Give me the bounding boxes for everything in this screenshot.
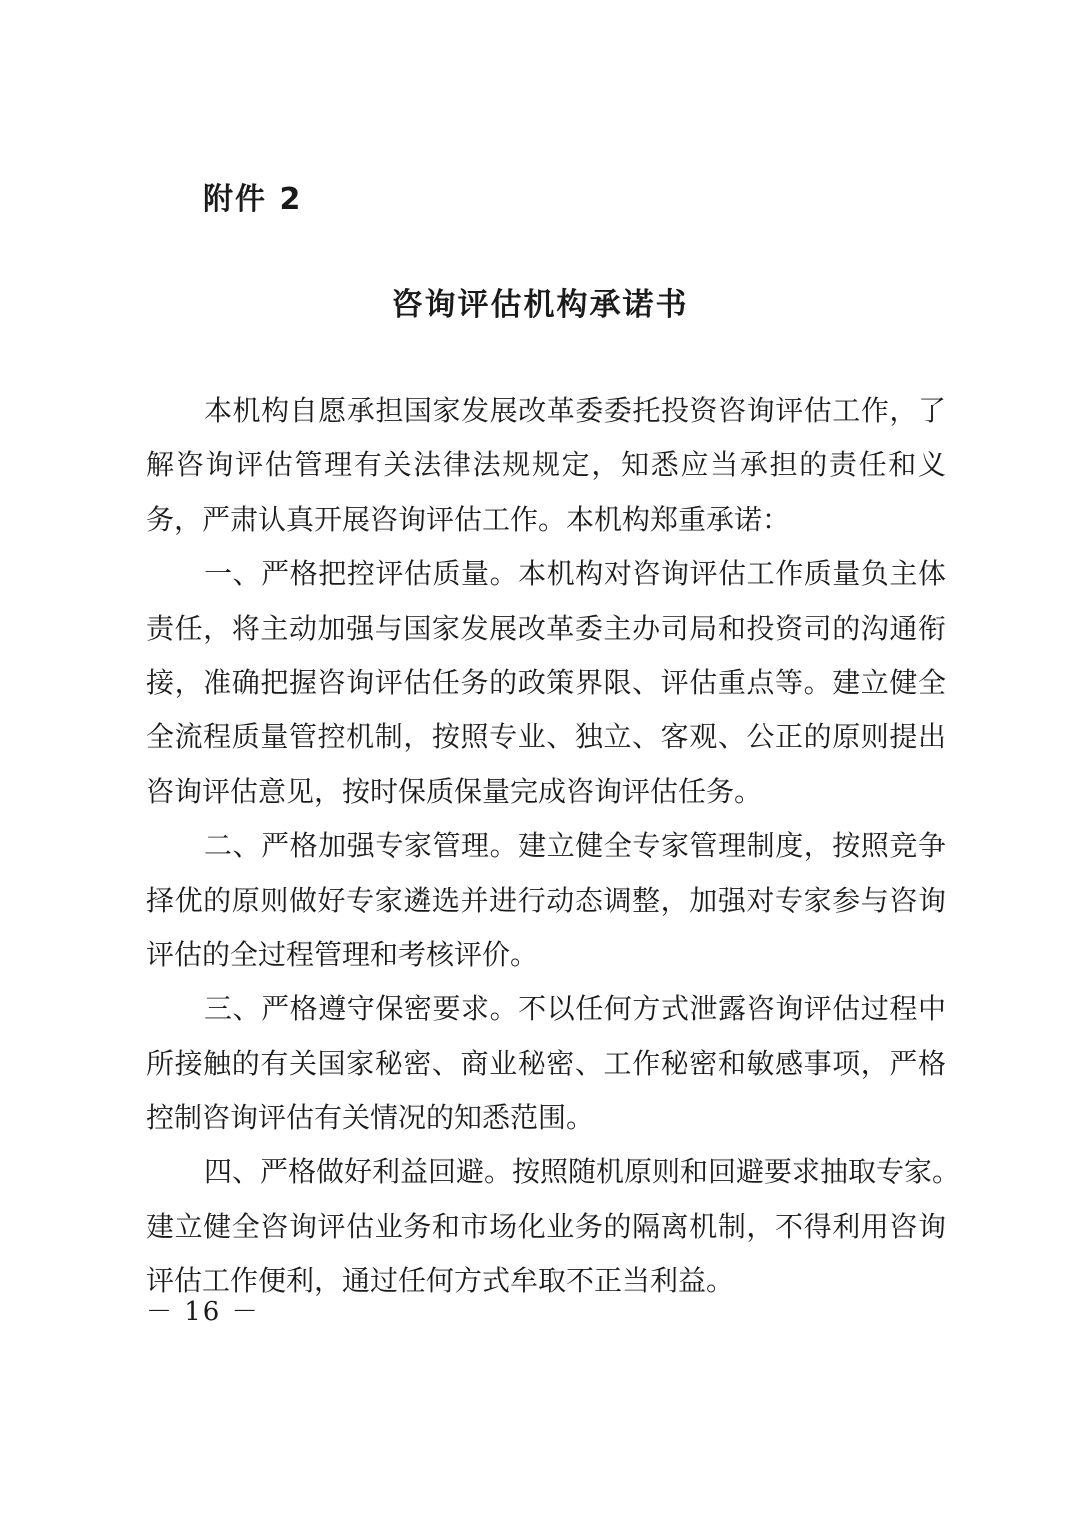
paragraph-commitment-2 <box>146 819 946 982</box>
text-line: 建立健全咨询评估业务和市场化业务的隔离机制，不得利用咨询 <box>146 1209 946 1243</box>
attachment-label: 附件 2 <box>203 182 303 217</box>
text-line: 四、严格做好利益回避。按照随机原则和回避要求抽取专家。 <box>204 1155 961 1189</box>
paragraph-commitment-4 <box>146 1145 961 1308</box>
text-line: 评估的全过程管理和考核评价。 <box>146 937 539 971</box>
text-line: 二、严格加强专家管理。建立健全专家管理制度，按照竞争 <box>204 829 946 863</box>
text-line: 全流程质量管控机制，按照专业、独立、客观、公正的原则提出 <box>146 720 946 754</box>
text-line: 责任，将主动加强与国家发展改革委主办司局和投资司的沟通衔 <box>146 611 946 645</box>
page-number: － 16 － <box>146 1297 260 1327</box>
text-line: 一、严格把控评估质量。本机构对咨询评估工作质量负主体 <box>204 557 946 591</box>
text-line: 控制咨询评估有关情况的知悉范围。 <box>146 1101 595 1135</box>
text-line: 咨询评估意见，按时保质保量完成咨询评估任务。 <box>146 774 763 808</box>
text-line: 三、严格遵守保密要求。不以任何方式泄露咨询评估过程中 <box>204 992 946 1026</box>
paragraph-commitment-3 <box>146 982 946 1145</box>
document-title: 咨询评估机构承诺书 <box>391 287 689 323</box>
text-line: 务，严肃认真开展咨询评估工作。本机构郑重承诺： <box>146 502 791 536</box>
text-line: 本机构自愿承担国家发展改革委委托投资咨询评估工作，了 <box>204 394 946 427</box>
text-line: 评估工作便利，通过任何方式牟取不正当利益。 <box>146 1264 735 1298</box>
text-line: 接，准确把握咨询评估任务的政策界限、评估重点等。建立健全 <box>146 665 946 699</box>
text-line: 解咨询评估管理有关法律法规规定，知悉应当承担的责任和义 <box>146 448 946 482</box>
paragraph-commitment-1 <box>146 547 946 819</box>
paragraph-intro <box>146 384 946 547</box>
document-body <box>146 384 961 1309</box>
text-line: 择优的原则做好专家遴选并进行动态调整，加强对专家参与咨询 <box>146 883 946 917</box>
text-line: 所接触的有关国家秘密、商业秘密、工作秘密和敏感事项，严格 <box>146 1046 946 1080</box>
